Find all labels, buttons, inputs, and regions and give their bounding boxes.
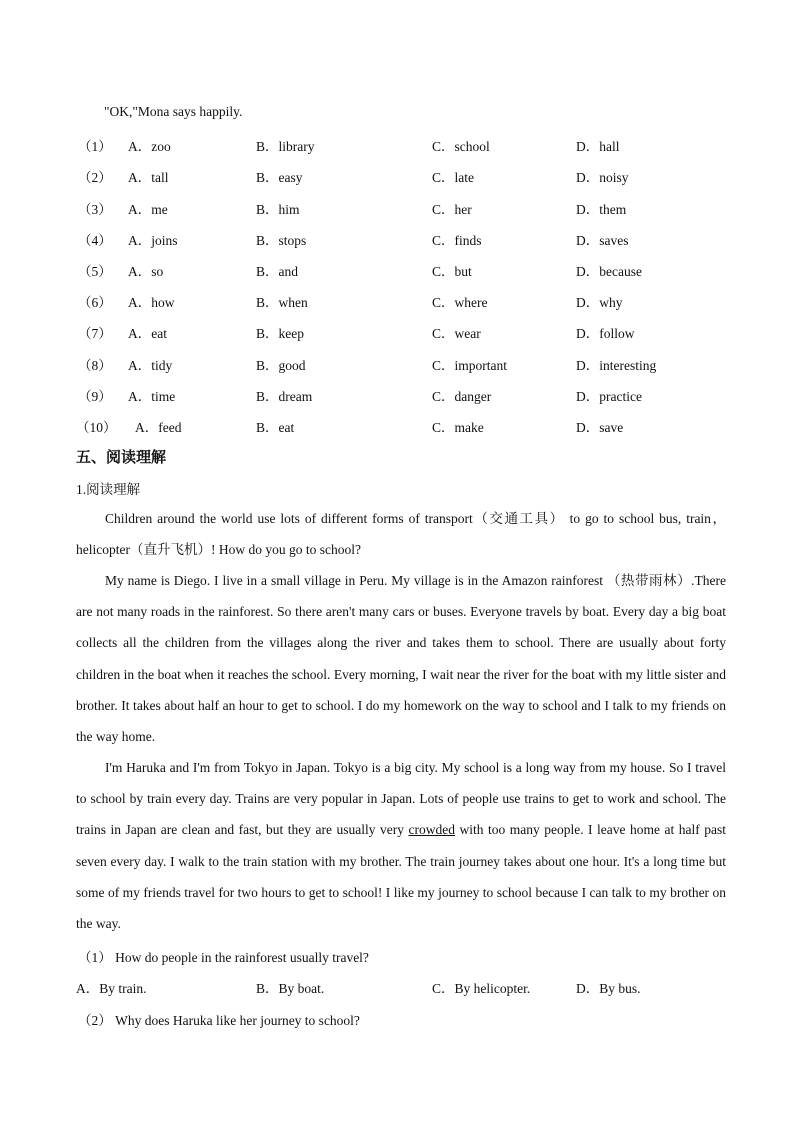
- option-c: C．school: [432, 139, 490, 154]
- passage-text: with too many people. I leave home at half past seven every day. I walk to the train station with my brother. The train journey takes about one hour. It's a long time but some of my friends travel for two hours to get to school! I like my journey to school because I can talk to my brother on the way.: [76, 822, 726, 932]
- option-a: A．zoo: [128, 139, 171, 154]
- option-c: C．important: [432, 358, 507, 373]
- option-c: C．By helicopter.: [432, 981, 531, 996]
- option-d: D．practice: [576, 389, 642, 404]
- question-number: （4）: [78, 233, 112, 248]
- passage-paragraph-3: [76, 752, 726, 939]
- option-a: A．so: [128, 264, 164, 279]
- section-heading: 五、阅读理解: [76, 448, 167, 466]
- option-c: C．but: [432, 264, 472, 279]
- intro-line: "OK,"Mona says happily.: [104, 104, 243, 119]
- cloze-question-row: [0, 198, 794, 218]
- reading-question-1-stem: （1） How do people in the rainforest usually travel?: [78, 950, 369, 965]
- cloze-question-row: [0, 385, 794, 405]
- option-d: D．interesting: [576, 358, 657, 373]
- option-c: C．her: [432, 202, 472, 217]
- option-a: A．feed: [135, 420, 182, 435]
- subsection-label: 1.阅读理解: [76, 482, 141, 497]
- option-a: A．tidy: [128, 358, 173, 373]
- option-b: B．keep: [256, 326, 304, 341]
- option-a: A．By train.: [76, 981, 147, 996]
- question-number: （7）: [78, 326, 112, 341]
- option-d: D．saves: [576, 233, 629, 248]
- option-d: D．why: [576, 295, 623, 310]
- option-c: C．finds: [432, 233, 482, 248]
- option-a: A．me: [128, 202, 168, 217]
- question-number: （8）: [78, 358, 112, 373]
- question-number: （10）: [76, 420, 117, 435]
- cloze-question-row: [0, 416, 794, 436]
- cloze-question-row: [0, 354, 794, 374]
- question-number: （9）: [78, 389, 112, 404]
- option-d: D．them: [576, 202, 627, 217]
- option-b: B．easy: [256, 170, 303, 185]
- option-a: A．tall: [128, 170, 169, 185]
- option-b: B．eat: [256, 420, 295, 435]
- option-b: B．when: [256, 295, 308, 310]
- underlined-word: crowded: [408, 822, 455, 838]
- passage-text: I'm Haruka and I'm from Tokyo in Japan. Tokyo is a big city. My school is a long way from my house. So I travel to school by train every day. Trains are very popular in Japan. Lots of people use trains to get to work and school. The trains in Japan are clean and fast, but they are usually very: [76, 760, 726, 838]
- option-c: C．where: [432, 295, 488, 310]
- option-a: A．joins: [128, 233, 178, 248]
- cloze-question-row: [0, 135, 794, 155]
- option-a: A．time: [128, 389, 176, 404]
- cloze-question-row: [0, 229, 794, 249]
- option-d: D．By bus.: [576, 981, 641, 996]
- option-c: C．make: [432, 420, 484, 435]
- option-c: C．late: [432, 170, 474, 185]
- cloze-question-row: [0, 260, 794, 280]
- option-b: B．library: [256, 139, 315, 154]
- option-b: B．By boat.: [256, 981, 325, 996]
- cloze-question-row: [0, 166, 794, 186]
- option-b: B．dream: [256, 389, 313, 404]
- option-b: B．stops: [256, 233, 307, 248]
- question-number: （1）: [78, 139, 112, 154]
- option-d: D．hall: [576, 139, 620, 154]
- passage-text: My name is Diego. I live in a small village in Peru. My village is in the Amazon rainforest （热带雨林）.There are not many roads in the rainforest. So there aren't many cars or buses. Everyone travels by boat. Every day a big boat collects all the children from the villages along the river and takes them to school. There are usually about forty children in the boat when it reaches the school. Every morning, I wait near the river for the boat with my little sister and brother. It takes about half an hour to get to school. I do my homework on the way to school and I talk to my friends on the way home.: [76, 573, 726, 745]
- option-a: A．how: [128, 295, 175, 310]
- cloze-question-row: [0, 322, 794, 342]
- reading-question-2-stem: （2） Why does Haruka like her journey to school?: [78, 1013, 360, 1028]
- option-d: D．noisy: [576, 170, 629, 185]
- question-number: （2）: [78, 170, 112, 185]
- option-a: A．eat: [128, 326, 167, 341]
- passage-paragraph-1: [76, 503, 726, 565]
- option-d: D．save: [576, 420, 624, 435]
- option-d: D．because: [576, 264, 642, 279]
- reading-question-1-options: [0, 977, 794, 997]
- option-c: C．wear: [432, 326, 481, 341]
- question-number: （5）: [78, 264, 112, 279]
- option-b: B．and: [256, 264, 298, 279]
- option-d: D．follow: [576, 326, 635, 341]
- option-c: C．danger: [432, 389, 492, 404]
- option-b: B．good: [256, 358, 306, 373]
- question-number: （3）: [78, 202, 112, 217]
- question-number: （6）: [78, 295, 112, 310]
- option-b: B．him: [256, 202, 300, 217]
- cloze-question-row: [0, 291, 794, 311]
- passage-text: Children around the world use lots of different forms of transport（交通工具） to go to school bus, train，helicopter（直升飞机）! How do you go to school?: [76, 511, 726, 558]
- passage-paragraph-2: [76, 565, 726, 752]
